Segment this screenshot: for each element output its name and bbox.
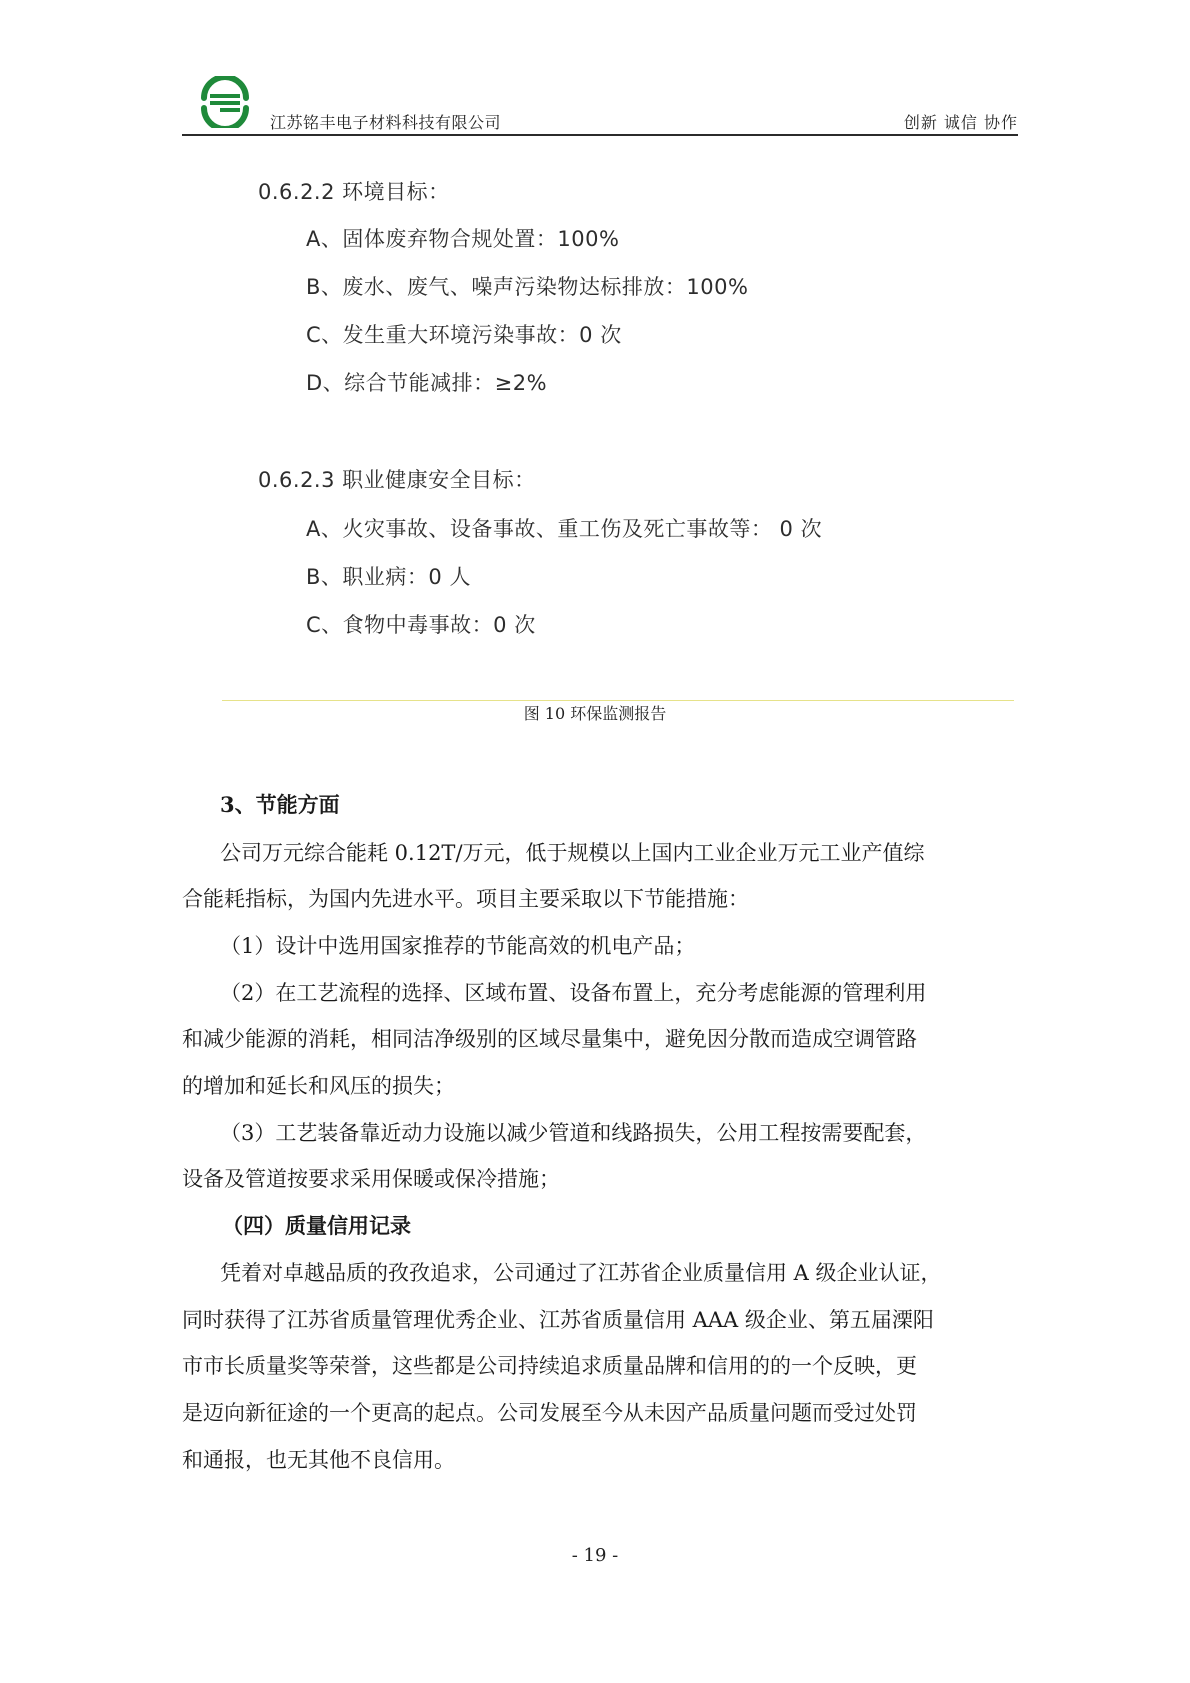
env-targets-title: 0.6.2.2 环境目标： <box>258 180 450 204</box>
paragraph-line: 是迈向新征途的一个更高的起点。公司发展至今从未因产品质量问题而受过处罚 <box>182 1401 917 1425</box>
paragraph-line: 同时获得了江苏省质量管理优秀企业、江苏省质量信用 AAA 级企业、第五届溧阳 <box>182 1308 934 1332</box>
company-logo <box>196 76 254 128</box>
company-slogan: 创新 诚信 协作 <box>903 113 1018 132</box>
ohs-targets-title: 0.6.2.3 职业健康安全目标： <box>258 468 536 492</box>
figure-caption: 图 10 环保监测报告 <box>523 704 667 723</box>
env-target-item: B、废水、废气、噪声污染物达标排放：100% <box>306 275 749 299</box>
section-heading: 3、节能方面 <box>220 792 340 817</box>
paragraph-line: 凭着对卓越品质的孜孜追求，公司通过了江苏省企业质量信用 A 级企业认证， <box>220 1261 942 1285</box>
section-heading: （四）质量信用记录 <box>222 1213 411 1238</box>
paragraph-line: 的增加和延长和风压的损失； <box>182 1074 455 1098</box>
paragraph-line: 和减少能源的消耗，相同洁净级别的区域尽量集中，避免因分散而造成空调管路 <box>182 1027 917 1051</box>
paragraph-line: 合能耗指标，为国内先进水平。项目主要采取以下节能措施： <box>182 887 749 911</box>
company-name: 江苏铭丰电子材料科技有限公司 <box>270 113 502 132</box>
paragraph-line: 设备及管道按要求采用保暖或保冷措施； <box>182 1167 560 1191</box>
paragraph-line: （2）在工艺流程的选择、区域布置、设备布置上，充分考虑能源的管理利用 <box>220 981 927 1005</box>
env-target-item: D、综合节能减排：≥2% <box>306 371 548 395</box>
header-divider <box>182 134 1018 136</box>
paragraph-line: 市市长质量奖等荣誉，这些都是公司持续追求质量品牌和信用的的一个反映，更 <box>182 1354 917 1378</box>
paragraph-line: 公司万元综合能耗 0.12T/万元，低于规模以上国内工业企业万元工业产值综 <box>220 841 925 865</box>
ohs-target-item: A、火灾事故、设备事故、重工伤及死亡事故等： 0 次 <box>306 517 823 541</box>
paragraph-line: 和通报，也无其他不良信用。 <box>182 1448 455 1472</box>
env-target-item: C、发生重大环境污染事故：0 次 <box>306 323 622 347</box>
paragraph-line: （3）工艺装备靠近动力设施以减少管道和线路损失，公用工程按需要配套， <box>220 1121 927 1145</box>
env-target-item: A、固体废弃物合规处置：100% <box>306 227 620 251</box>
ohs-target-item: C、食物中毒事故：0 次 <box>306 613 536 637</box>
ohs-target-item: B、职业病：0 人 <box>306 565 471 589</box>
page-number: - 19 - <box>571 1545 619 1566</box>
paragraph-line: （1）设计中选用国家推荐的节能高效的机电产品； <box>220 934 696 958</box>
